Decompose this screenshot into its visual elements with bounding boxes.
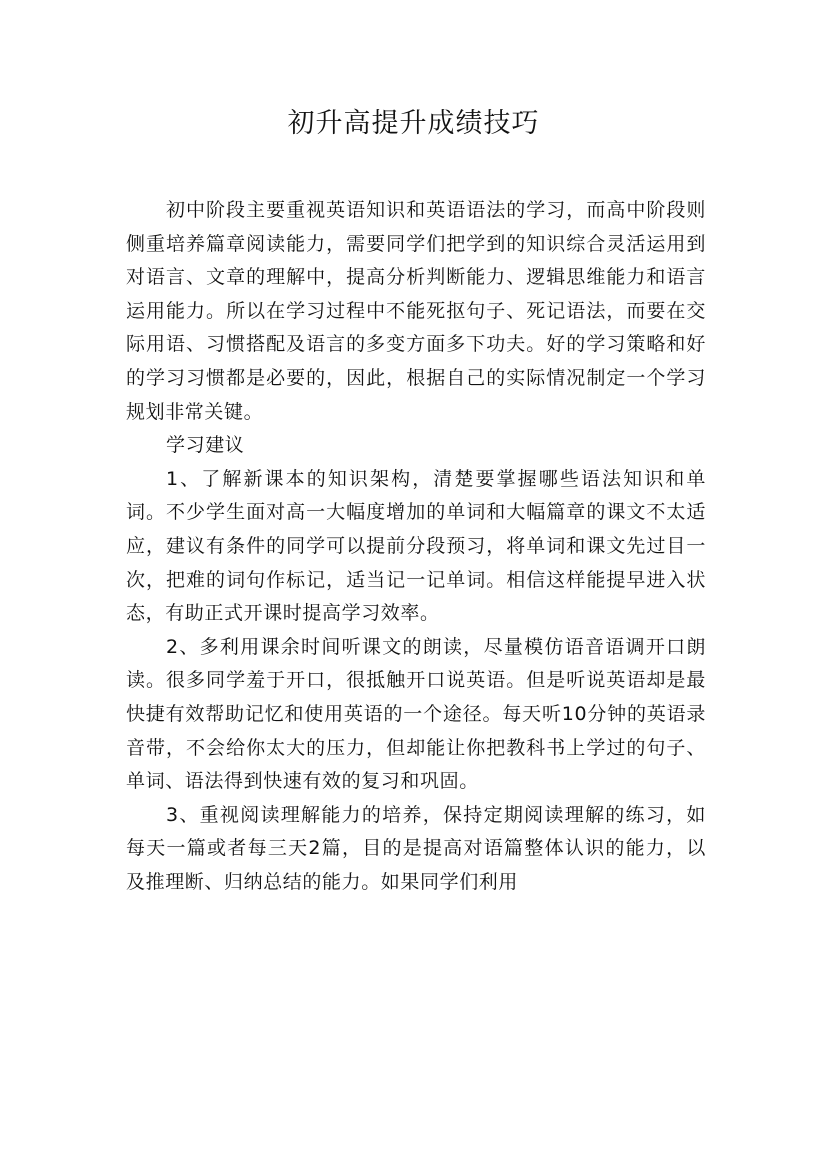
document-title: 初升高提升成绩技巧 <box>287 108 540 139</box>
paragraph-advice-2: 2、多利用课余时间听课文的朗读，尽量模仿语音语调开口朗读。很多同学羞于开口，很抵触开口说英语。但是听说英语却是最快捷有效帮助记忆和使用英语的一个途径。每天听10分钟的英语录音带，不会给你太大的压力，但却能让你把教科书上学过的句子、单词、语法得到快速有效的复习和巩固。 <box>126 635 706 793</box>
section-heading-advice: 学习建议 <box>166 434 245 457</box>
paragraph-advice-1: 1、了解新课本的知识架构，清楚要掌握哪些语法知识和单词。不少学生面对高一大幅度增加的单词和大幅篇章的课文不太适应，建议有条件的同学可以提前分段预习，将单词和课文先过目一次，把难的词句作标记，适当记一记单词。相信这样能提早进入状态，有助正式开课时提高学习效率。 <box>126 467 706 625</box>
document-body <box>126 194 706 899</box>
paragraph-intro: 初中阶段主要重视英语知识和英语语法的学习，而高中阶段则侧重培养篇章阅读能力，需要同学们把学到的知识综合灵活运用到对语言、文章的理解中，提高分析判断能力、逻辑思维能力和语言运用能力。所以在学习过程中不能死抠句子、死记语法，而要在交际用语、习惯搭配及语言的多变方面多下功夫。好的学习策略和好的学习习惯都是必要的，因此，根据自己的实际情况制定一个学习规划非常关键。 <box>126 199 706 423</box>
paragraph-advice-3: 3、重视阅读理解能力的培养，保持定期阅读理解的练习，如每天一篇或者每三天2篇，目的是提高对语篇整体认识的能力，以及推理断、归纳总结的能力。如果同学们利用 <box>126 803 706 893</box>
